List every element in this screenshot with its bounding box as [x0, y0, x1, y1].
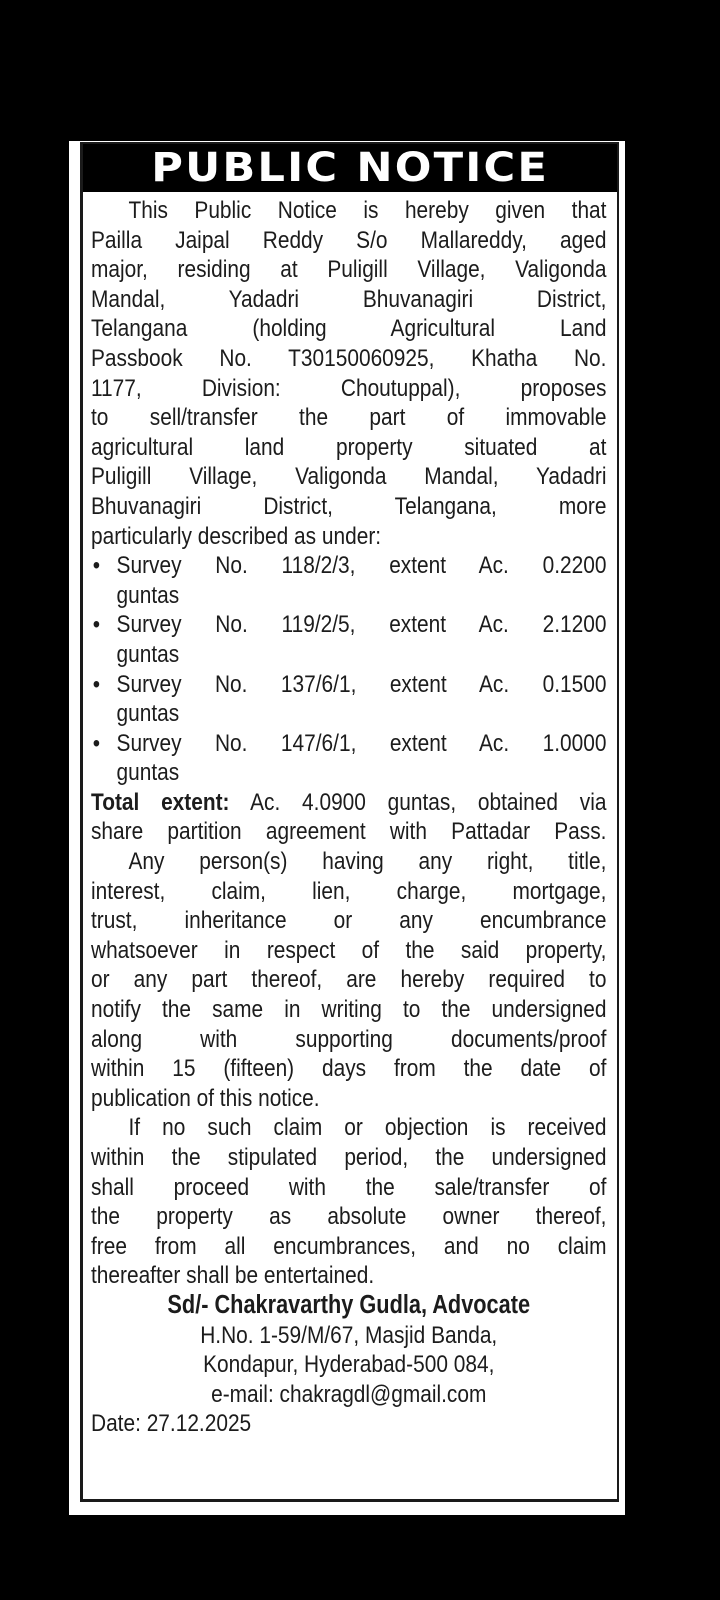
total-label: Total extent:	[91, 788, 230, 816]
paragraph-intro	[91, 196, 606, 551]
newspaper-clipping	[69, 141, 625, 1515]
text-line: share partition agreement with Pattadar Pass.	[91, 818, 607, 846]
survey-list-item	[91, 551, 606, 610]
notice-border-box	[80, 142, 619, 1502]
survey-list-item	[91, 729, 606, 788]
address-line-1: H.No. 1-59/M/67, Masjid Banda,	[200, 1321, 498, 1349]
text-line: trust, inheritance or any encumbrance	[91, 907, 607, 935]
advocate-name: Sd/- Chakravarthy Gudla, Advocate	[167, 1290, 531, 1319]
notice-title: PUBLIC NOTICE	[151, 145, 549, 191]
survey-unit: guntas	[116, 700, 180, 728]
text-line: free from all encumbrances, and no claim	[91, 1232, 607, 1260]
text-line: Telangana (holding Agricultural Land	[91, 315, 607, 343]
text-line: If no such claim or objection is received	[128, 1114, 607, 1142]
text-line: the property as absolute owner thereof,	[91, 1203, 607, 1231]
text-line: This Public Notice is hereby given that	[128, 197, 607, 224]
signature-block	[91, 1291, 606, 1409]
notice-date: Date: 27.12.2025	[91, 1410, 252, 1438]
bullet-icon: •	[92, 670, 101, 698]
total-extent	[91, 788, 606, 847]
text-line: Mandal, Yadadri Bhuvanagiri District,	[91, 285, 607, 313]
text-line: Passbook No. T30150060925, Khatha No.	[91, 344, 607, 372]
survey-unit: guntas	[116, 759, 180, 787]
survey-line: Survey No. 118/2/3, extent Ac. 0.2200	[116, 552, 607, 580]
survey-list	[91, 551, 606, 788]
email-address: e-mail: chakragdl@gmail.com	[211, 1380, 487, 1408]
survey-line: Survey No. 147/6/1, extent Ac. 1.0000	[116, 729, 607, 757]
survey-list-item	[91, 670, 606, 729]
survey-line: Survey No. 119/2/5, extent Ac. 2.1200	[116, 611, 607, 639]
text-line: publication of this notice.	[91, 1084, 320, 1112]
bullet-icon: •	[92, 552, 101, 580]
survey-line: Survey No. 137/6/1, extent Ac. 0.1500	[116, 670, 607, 698]
text-line: whatsoever in respect of the said property,	[91, 936, 607, 964]
text-line: within the stipulated period, the undersigned	[91, 1144, 607, 1171]
text-line: Bhuvanagiri District, Telangana, more	[91, 492, 607, 520]
text-line: major, residing at Puligill Village, Valigonda	[91, 256, 607, 284]
text-line: Pailla Jaipal Reddy S/o Mallareddy, aged	[91, 226, 607, 254]
text-line: or any part thereof, are hereby required to	[91, 966, 607, 994]
text-line: Any person(s) having any right, title,	[128, 848, 607, 876]
survey-unit: guntas	[116, 581, 180, 609]
address-line-2: Kondapur, Hyderabad-500 084,	[203, 1351, 495, 1379]
text-line: along with supporting documents/proof	[91, 1025, 607, 1053]
paragraph-no-claim	[91, 1113, 606, 1291]
survey-list-item	[91, 610, 606, 669]
text-line: shall proceed with the sale/transfer of	[91, 1173, 607, 1201]
notice-body	[91, 196, 606, 1439]
text-line: 1177, Division: Choutuppal), proposes	[91, 374, 607, 402]
text-line: Puligill Village, Valigonda Mandal, Yadadri	[91, 463, 607, 491]
survey-unit: guntas	[116, 640, 180, 668]
text-line: particularly described as under:	[91, 522, 382, 550]
text-line: within 15 (fifteen) days from the date of	[91, 1055, 607, 1083]
bullet-icon: •	[92, 611, 101, 639]
text-line: notify the same in writing to the undersigned	[91, 996, 607, 1024]
text-line: agricultural land property situated at	[91, 433, 607, 461]
total-value: Ac. 4.0900 guntas, obtained via	[229, 788, 607, 816]
paragraph-objections	[91, 847, 606, 1113]
total-line	[91, 788, 606, 818]
bullet-icon: •	[92, 729, 101, 757]
text-line: to sell/transfer the part of immovable	[91, 404, 607, 432]
text-line: thereafter shall be entertained.	[91, 1262, 375, 1290]
text-line: interest, claim, lien, charge, mortgage,	[91, 877, 607, 905]
notice-header-bar	[83, 144, 617, 192]
